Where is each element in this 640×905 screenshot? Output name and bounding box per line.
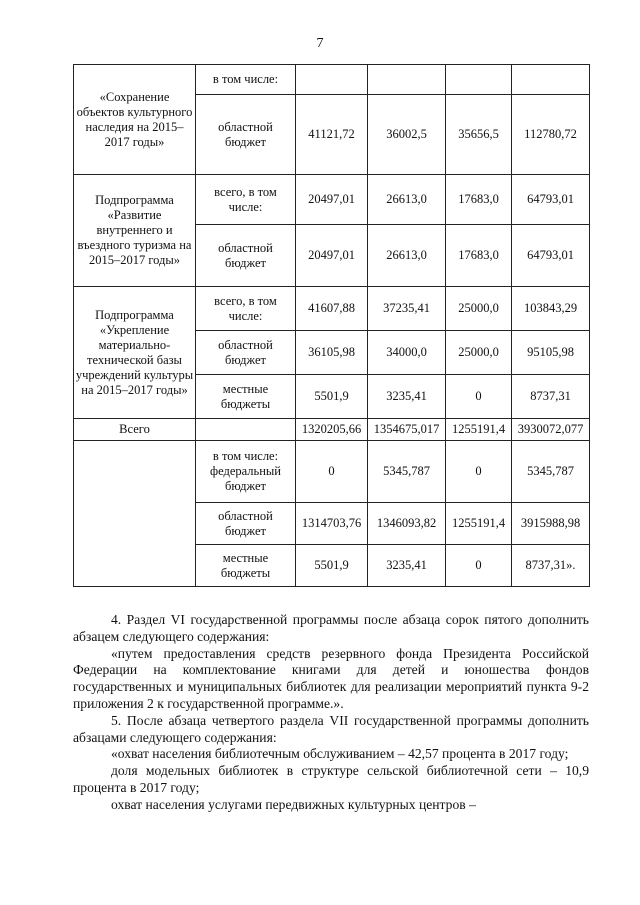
- value-cell: 0: [446, 375, 512, 419]
- budget-table: [73, 64, 590, 587]
- funding-source-cell: [196, 419, 296, 441]
- value-cell: 3235,41: [368, 375, 446, 419]
- body-text: [73, 612, 589, 814]
- value-cell: [368, 65, 446, 95]
- funding-source-cell: областной бюджет: [196, 331, 296, 375]
- value-cell: 36105,98: [296, 331, 368, 375]
- program-cell: Подпрограмма «Развитие внутреннего и въездного туризма на 2015–2017 годы»: [74, 175, 196, 287]
- value-cell: 20497,01: [296, 175, 368, 225]
- value-cell: 35656,5: [446, 95, 512, 175]
- table-row: [74, 175, 590, 225]
- value-cell: 1354675,017: [368, 419, 446, 441]
- value-cell: 1255191,4: [446, 419, 512, 441]
- funding-source-cell: в том числе:: [196, 65, 296, 95]
- value-cell: 5501,9: [296, 375, 368, 419]
- value-cell: 1314703,76: [296, 503, 368, 545]
- table-row: [74, 65, 590, 95]
- funding-source-cell: местные бюджеты: [196, 545, 296, 587]
- funding-source-cell: всего, в том числе:: [196, 287, 296, 331]
- value-cell: 8737,31».: [512, 545, 590, 587]
- table-row: [74, 419, 590, 441]
- funding-source-cell: областной бюджет: [196, 225, 296, 287]
- value-cell: 25000,0: [446, 287, 512, 331]
- value-cell: 41607,88: [296, 287, 368, 331]
- value-cell: 20497,01: [296, 225, 368, 287]
- value-cell: 1346093,82: [368, 503, 446, 545]
- program-cell: Подпрограмма «Укрепление материально-технической базы учреждений культуры на 2015–2017 годы»: [74, 287, 196, 419]
- value-cell: 3915988,98: [512, 503, 590, 545]
- funding-source-cell: областной бюджет: [196, 95, 296, 175]
- value-cell: [512, 65, 590, 95]
- value-cell: 36002,5: [368, 95, 446, 175]
- funding-source-cell: в том числе: федеральный бюджет: [196, 441, 296, 503]
- value-cell: 0: [446, 545, 512, 587]
- value-cell: 1320205,66: [296, 419, 368, 441]
- value-cell: 1255191,4: [446, 503, 512, 545]
- value-cell: 0: [296, 441, 368, 503]
- paragraph: охват населения услугами передвижных культурных центров –: [111, 796, 476, 812]
- value-cell: 25000,0: [446, 331, 512, 375]
- value-cell: 5345,787: [368, 441, 446, 503]
- paragraph: доля модельных библиотек в структуре сельской библиотечной сети – 10,9 процента в 2017 году;: [73, 763, 589, 795]
- paragraph: «охват населения библиотечным обслуживанием – 42,57 процента в 2017 году;: [111, 746, 569, 762]
- value-cell: 41121,72: [296, 95, 368, 175]
- value-cell: [446, 65, 512, 95]
- value-cell: 0: [446, 441, 512, 503]
- value-cell: 26613,0: [368, 225, 446, 287]
- value-cell: 64793,01: [512, 175, 590, 225]
- value-cell: 3930072,077: [512, 419, 590, 441]
- funding-source-cell: всего, в том числе:: [196, 175, 296, 225]
- funding-source-cell: местные бюджеты: [196, 375, 296, 419]
- paragraph: 4. Раздел VI государственной программы после абзаца сорок пятого дополнить абзацем следующего содержания:: [73, 612, 589, 644]
- value-cell: 3235,41: [368, 545, 446, 587]
- value-cell: 5345,787: [512, 441, 590, 503]
- paragraph: 5. После абзаца четвертого раздела VII государственной программы дополнить абзацами следующего содержания:: [73, 712, 589, 745]
- value-cell: 17683,0: [446, 175, 512, 225]
- budget-table-body: [74, 65, 590, 587]
- value-cell: 112780,72: [512, 95, 590, 175]
- table-row: [74, 441, 590, 503]
- value-cell: 37235,41: [368, 287, 446, 331]
- value-cell: 8737,31: [512, 375, 590, 419]
- value-cell: 64793,01: [512, 225, 590, 287]
- program-cell: Всего: [74, 419, 196, 441]
- program-cell: «Сохранение объектов культурного наследия на 2015–2017 годы»: [74, 65, 196, 175]
- value-cell: [296, 65, 368, 95]
- page-number: 7: [316, 36, 324, 51]
- value-cell: 26613,0: [368, 175, 446, 225]
- value-cell: 5501,9: [296, 545, 368, 587]
- table-row: [74, 287, 590, 331]
- value-cell: 103843,29: [512, 287, 590, 331]
- program-cell: [74, 441, 196, 587]
- value-cell: 95105,98: [512, 331, 590, 375]
- value-cell: 34000,0: [368, 331, 446, 375]
- paragraph: «путем предоставления средств резервного фонда Президента Российской Федерации на комплектование книгами для детей и юношества фондов государственных и муниципальных библиотек для реализации мероприятий пункта 9-2 приложения 2 к государственной программе.».: [73, 645, 589, 711]
- funding-source-cell: областной бюджет: [196, 503, 296, 545]
- value-cell: 17683,0: [446, 225, 512, 287]
